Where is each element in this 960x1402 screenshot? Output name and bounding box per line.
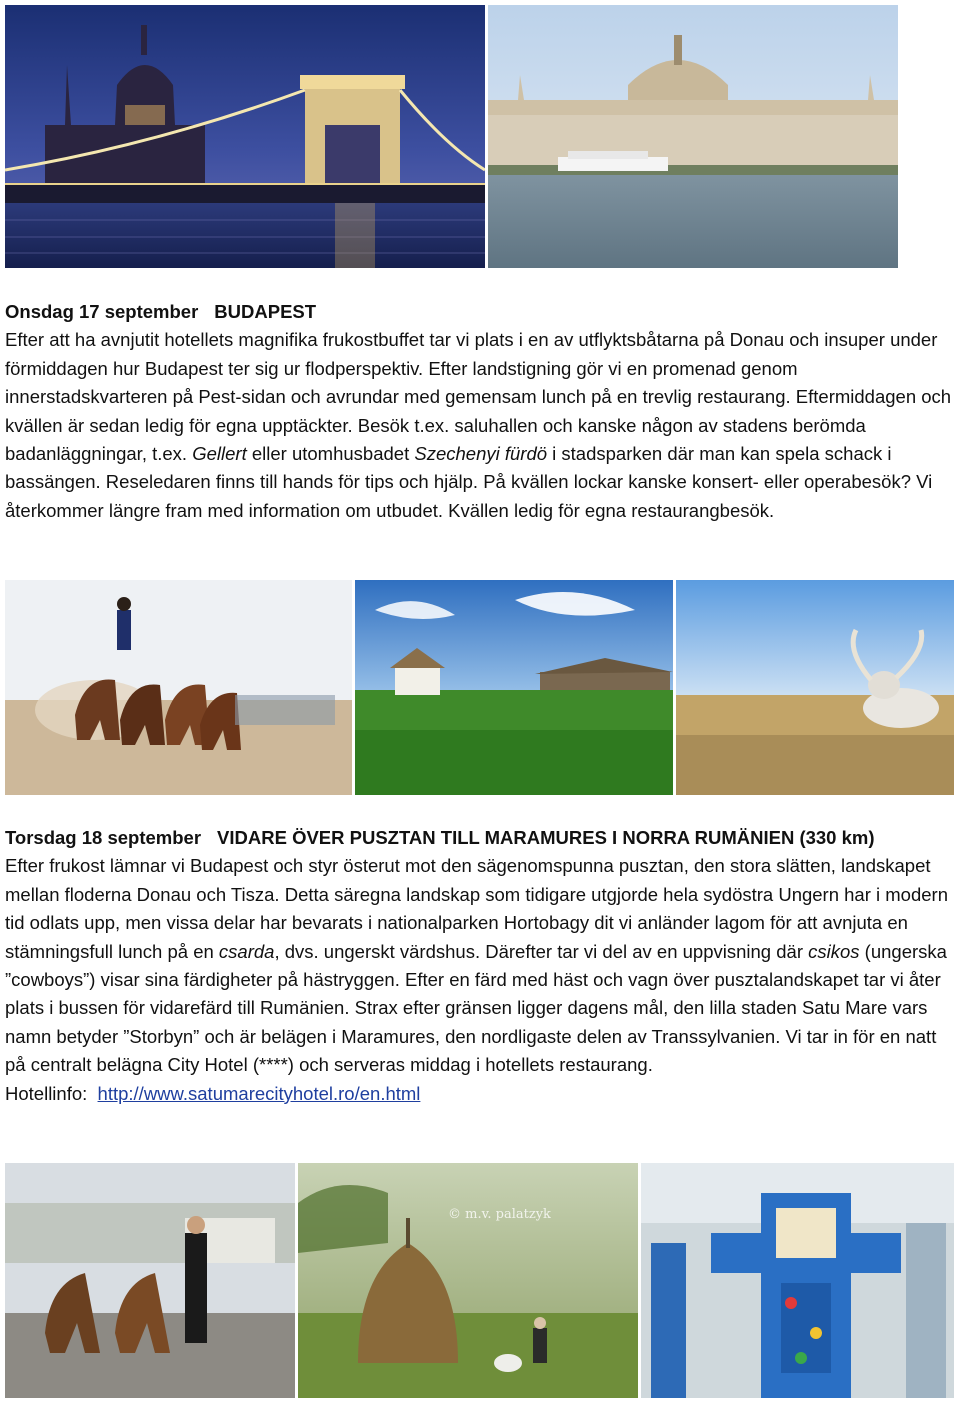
day-heading xyxy=(5,298,955,326)
hotel-link[interactable]: http://www.satumarecityhotel.ro/en.html xyxy=(97,1082,421,1104)
photo-horse-cart-village xyxy=(5,1163,295,1398)
photo-puszta-farm xyxy=(355,580,673,795)
day-description: Efter frukost lämnar vi Budapest och styr österut mot den sägenomspunna pusztan, den stora slätten, landskapet mellan floderna Donau och Tisza. Detta säregna landskap som tidigare utgjorde hela sydöstra Ungern har i modern tid odlats upp, men vissa delar har bevarats i nationalparken Hortobagy dit vi anländer lagom för att avnjuta en stämningsfull lunch på en csarda, dvs. ungerskt värdshus. Därefter tar vi del av en uppvisning där csikos (ungerska ”cowboys”) visar sina färdigheter på hästryggen. Efter en färd med häst och vagn över pusztalandskapet tar vi åter plats i bussen för vidarefärd till Rumänien. Strax efter gränsen ligger dagens mål, den lilla staden Satu Mare vars namn betyder ”Storbyn” och är belägen i Maramures, den nordligaste delen av Transsylvanien. Vi tar in för en natt på centralt belägna City Hotel (****) och serveras middag i hotellets restaurang. xyxy=(5,855,949,1076)
bath-gellert: Gellert xyxy=(192,443,247,465)
photo-parliament-danube xyxy=(488,5,898,268)
photo-merry-cemetery xyxy=(641,1163,954,1398)
day-destination: BUDAPEST xyxy=(214,301,317,322)
hotel-info-label: Hotellinfo: xyxy=(5,1082,88,1104)
day-description: Efter att ha avnjutit hotellets magnifika frukostbuffet tar vi plats i en av utflyktsbåtarna på Donau och insuper under förmiddagen hur Budapest ter sig ur flodperspektiv. Efter landstigning gör vi en promenad genom innerstadskvarteren på Pest-sidan och avrundar med gemensam lunch på en trevlig restaurang. Eftermiddagen och kvällen är sedan ledig för egna upptäckter. Besök t.ex. saluhallen och kanske någon av stadens berömda badanläggningar, t.ex. Gellert eller utomhusbadet Szechenyi fürdö i stadsparken där man kan spela schack i bassängen. Reseledaren finns till hands för tips och hjälp. På kvällen lockar kanske konsert- eller operabesök? Vi återkommer längre fram med information om utbudet. Kvällen ledig för egna restaurangbesök. xyxy=(5,329,952,521)
term-csikos: csikos xyxy=(808,940,860,962)
photo-haystack xyxy=(298,1163,638,1398)
photo-grey-cattle xyxy=(676,580,954,795)
photo-chain-bridge-night xyxy=(5,5,485,268)
photo-horse-show xyxy=(5,580,352,795)
day-section-wednesday xyxy=(5,298,955,525)
day-date: Torsdag 18 september xyxy=(5,827,202,848)
photo-watermark: © m.v. palatzyk xyxy=(448,1207,551,1222)
day-route: VIDARE ÖVER PUSZTAN TILL MARAMURES I NORRA RUMÄNIEN (330 km) xyxy=(217,827,875,848)
bath-szechenyi: Szechenyi fürdö xyxy=(414,443,548,465)
hotel-info xyxy=(5,1080,955,1108)
day-section-thursday xyxy=(5,824,955,1108)
day-heading xyxy=(5,824,955,852)
day-date: Onsdag 17 september xyxy=(5,301,199,322)
term-csarda: csarda xyxy=(218,940,275,962)
